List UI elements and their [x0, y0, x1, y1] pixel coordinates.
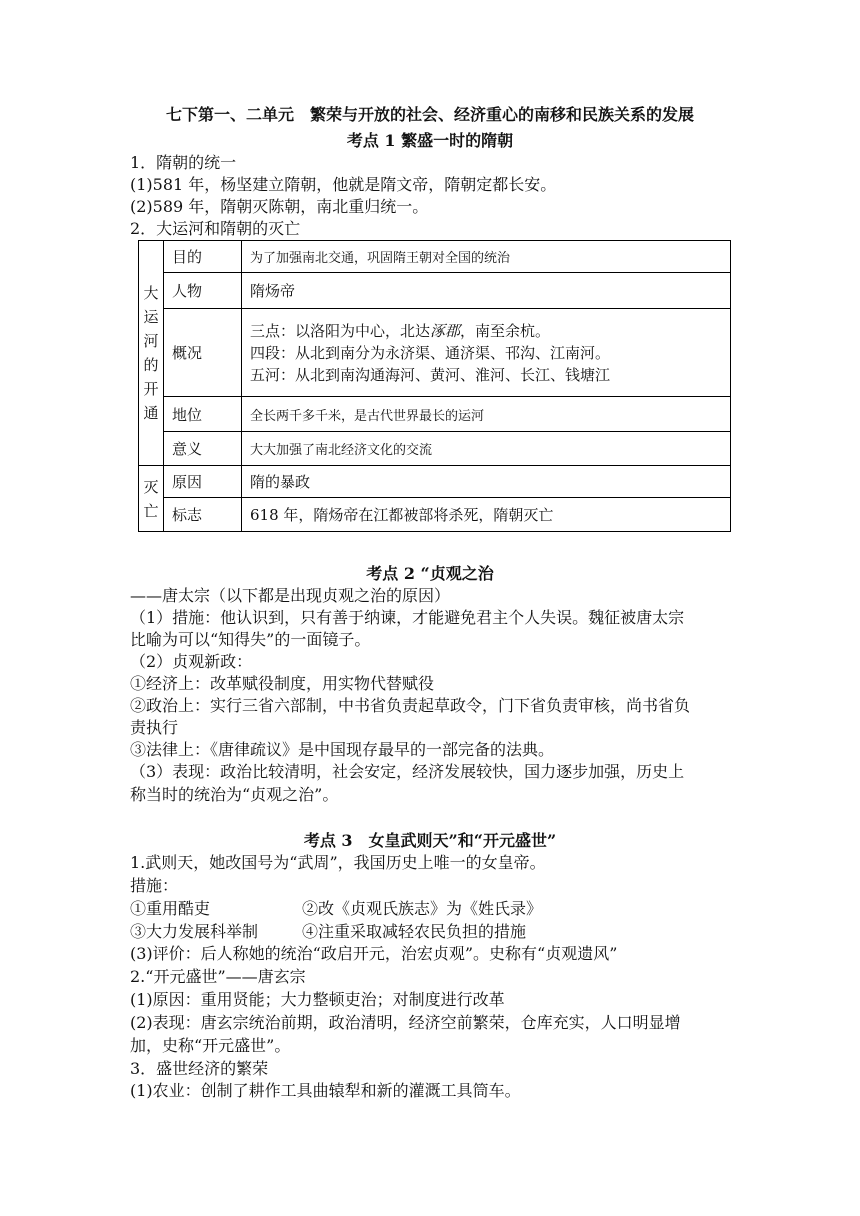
overview-line2: 四段：从北到南分为永济渠、通济渠、邗沟、江南河。	[250, 343, 611, 362]
group-label-canal: 大运河的开通	[143, 284, 159, 422]
section2-line: （2）贞观新政：	[130, 652, 253, 671]
row-content-overview	[242, 309, 731, 397]
section1-p2: (2)589 年，隋朝灭陈朝，南北重归统一。	[130, 197, 429, 216]
table-row	[139, 309, 731, 397]
measure-1: ①重用酷吏	[130, 899, 211, 918]
section3-line: (2)表现：唐玄宗统治前期，政治清明，经济空前繁荣，仓库充实，人口明显增	[130, 1013, 681, 1032]
row-label: 目的	[164, 241, 242, 273]
row-label: 意义	[164, 432, 242, 466]
section2-line: 称当时的统治为“贞观之治”。	[130, 785, 339, 804]
row-label: 人物	[164, 273, 242, 309]
section1-heading: 考点 1 繁盛一时的隋朝	[346, 131, 514, 150]
section2-line: ②政治上：实行三省六部制，中书省负责起草政令，门下省负责审核，尚书省负	[130, 696, 691, 715]
row-content: 大大加强了南北经济文化的交流	[242, 432, 731, 466]
section3-line: (3)评价：后人称她的统治“政启开元，治宏贞观”。史称有“贞观遗风”	[130, 944, 618, 963]
section3-line: (1)原因：重用贤能；大力整顿吏治；对制度进行改革	[130, 990, 505, 1009]
measure-2: ②改《贞观氏族志》为《姓氏录》	[302, 899, 543, 918]
section3-line: 3．盛世经济的繁荣	[130, 1059, 269, 1078]
section3-line-measures-2	[130, 922, 740, 942]
overview-line1-em: 涿郡	[430, 321, 461, 340]
measure-3: ③大力发展科举制	[130, 922, 259, 941]
row-label: 地位	[164, 397, 242, 432]
table-row	[139, 273, 731, 309]
grand-canal-table	[138, 240, 731, 532]
overview-line1-b: ，南至余杭。	[460, 321, 551, 340]
row-content: 为了加强南北交通，巩固隋王朝对全国的统治	[242, 241, 731, 273]
section2-line: ——唐太宗（以下都是出现贞观之治的原因）	[130, 586, 451, 605]
section1-p1: (1)581 年，杨坚建立隋朝，他就是隋文帝，隋朝定都长安。	[130, 175, 557, 194]
section1-sub2: 2．大运河和隋朝的灭亡	[130, 219, 301, 238]
measure-4: ④注重采取减轻农民负担的措施	[302, 922, 527, 941]
table-row	[139, 466, 731, 498]
section2-line: ③法律上：《唐律疏议》是中国现存最早的一部完备的法典。	[130, 740, 555, 759]
section2-heading: 考点 2 “贞观之治	[366, 564, 494, 583]
row-content: 618 年，隋炀帝在江都被部将杀死，隋朝灭亡	[242, 498, 731, 532]
table-row	[139, 397, 731, 432]
group-cell-canal	[139, 241, 164, 466]
overview-line3: 五河：从北到南沟通海河、黄河、淮河、长江、钱塘江	[250, 365, 611, 384]
section3-line: 1.武则天，她改国号为“武周”，我国历史上唯一的女皇帝。	[130, 853, 546, 872]
row-content: 全长两千多千米，是古代世界最长的运河	[242, 397, 731, 432]
section3-heading: 考点 3 女皇武则天”和“开元盛世”	[303, 831, 557, 850]
overview-line1	[250, 320, 722, 342]
group-label-fall: 灭亡	[143, 477, 159, 520]
section3-line-measures-1	[130, 899, 740, 919]
section2-line: ①经济上：改革赋役制度，用实物代替赋役	[130, 674, 435, 693]
section1-sub1: 1．隋朝的统一	[130, 153, 237, 172]
section2-line: （3）表现：政治比较清明，社会安定，经济发展较快，国力逐步加强，历史上	[130, 762, 685, 781]
section2-line: 比喻为可以“知得失”的一面镜子。	[130, 630, 371, 649]
table-row	[139, 432, 731, 466]
section2-line: （1）措施：他认识到，只有善于纳谏，才能避免君主个人失误。魏征被唐太宗	[130, 608, 685, 627]
section3-line: 加，史称“开元盛世”。	[130, 1036, 291, 1055]
section3-line: (1)农业：创制了耕作工具曲辕犁和新的灌溉工具筒车。	[130, 1081, 521, 1100]
row-label: 原因	[164, 466, 242, 498]
row-label: 概况	[164, 309, 242, 397]
document-title: 七下第一、二单元 繁荣与开放的社会、经济重心的南移和民族关系的发展	[165, 105, 694, 124]
row-content: 隋的暴政	[242, 466, 731, 498]
table-row	[139, 498, 731, 532]
overview-line1-a: 三点：以洛阳为中心，北达	[250, 321, 431, 340]
section3-line: 措施：	[130, 876, 179, 895]
table-row	[139, 241, 731, 273]
row-label: 标志	[164, 498, 242, 532]
group-cell-fall	[139, 466, 164, 532]
row-content: 隋炀帝	[242, 273, 731, 309]
section2-line: 责执行	[130, 718, 179, 737]
section3-line: 2.“开元盛世”——唐玄宗	[130, 967, 306, 986]
